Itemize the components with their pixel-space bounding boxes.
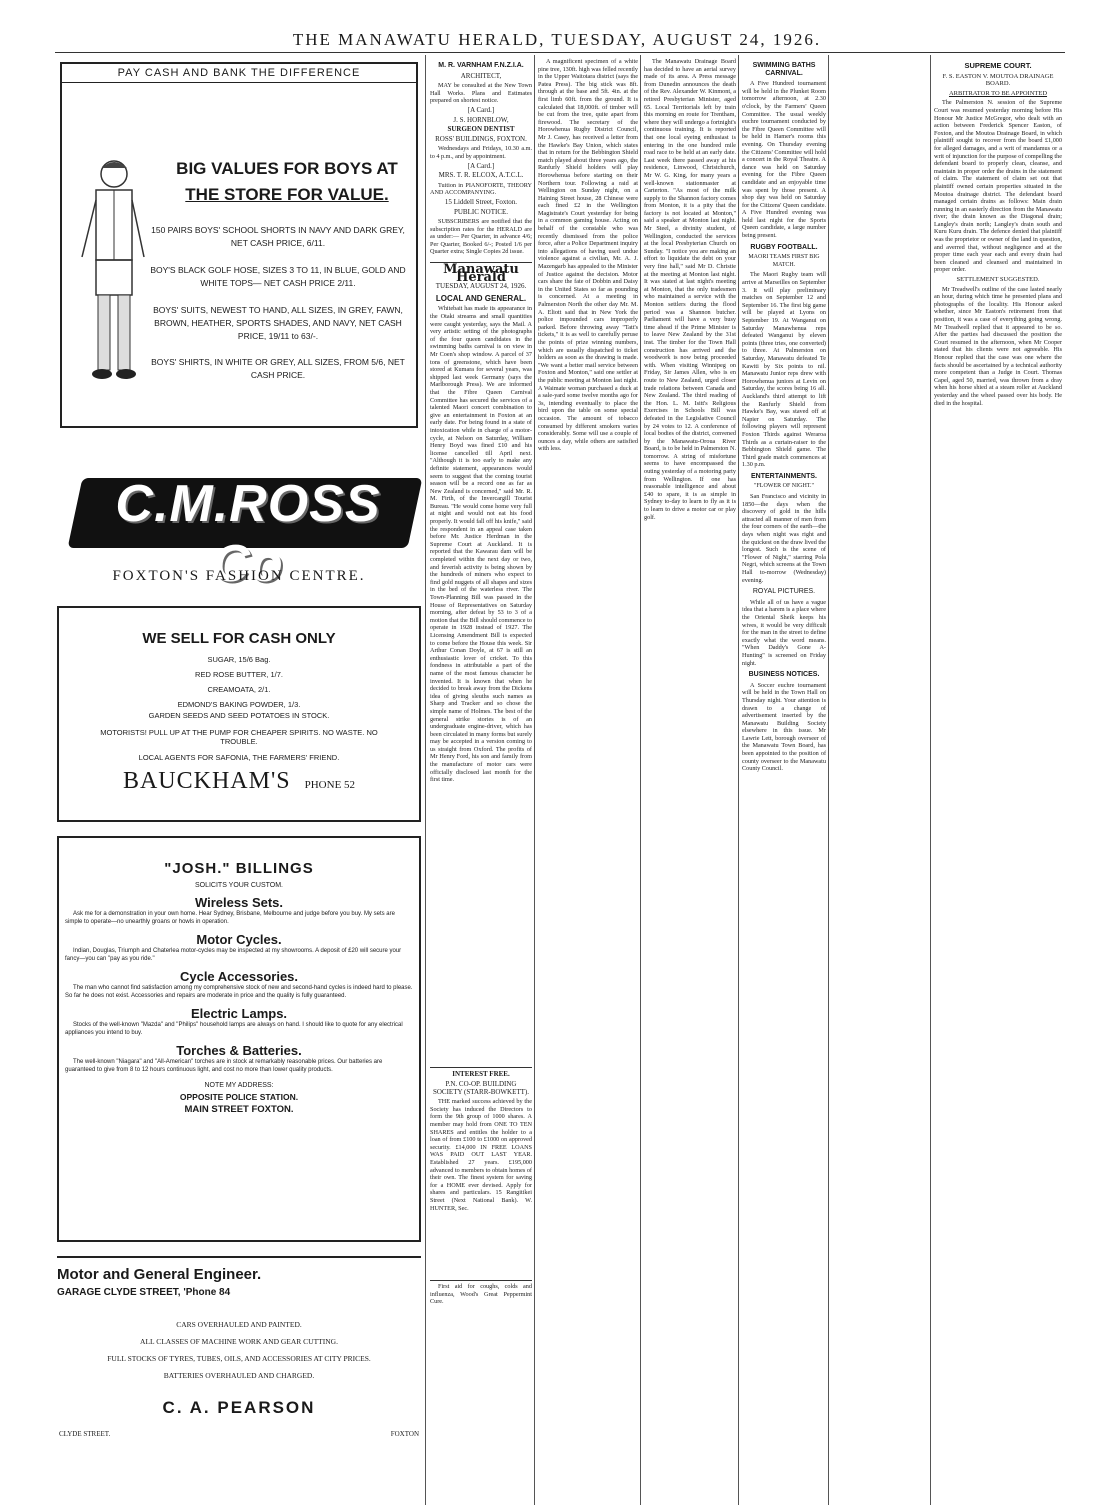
grocery-item: SUGAR, 15/6 Bag. — [207, 655, 271, 664]
section-text: A Soccer euchre tournament will be held in the Town Hall on Thursday night. Your attention is drawn to a change of advertisement inserted by the Manawatu Building Society elsewhere in this issue. Mr Lawrie Lett, borough overseer of the Manawatu Town Board, has been appointed to the position of county overseer to the Manawatu County Council. — [742, 681, 826, 773]
pearson-town: FOXTON — [390, 1430, 419, 1438]
column-divider — [828, 55, 829, 1505]
motorists-notice: MOTORISTS! PULL UP AT THE PUMP FOR CHEAPER SPIRITS. NO WASTE. NO TROUBLE. — [100, 728, 378, 746]
section-text: Indian, Douglas, Triumph and Chaterlea motor-cycles may be inspected at my showrooms. A deposit of £20 will secure your fancy—you can "pay as you ride." — [65, 948, 402, 962]
section-heading: SWIMMING BATHS CARNIVAL. — [752, 62, 816, 77]
paper-title: Manawatu Herald — [430, 262, 532, 281]
ross-ad — [55, 458, 423, 596]
billings-solicits: SOLICITS YOUR CUSTOM. — [194, 882, 284, 889]
ad-item: 150 PAIRS BOYS' SCHOOL SHORTS IN NAVY AND DARK GREY, NET CASH PRICE, 6/11. — [151, 225, 405, 248]
section-heading: Torches & Batteries. — [176, 1043, 302, 1058]
hornblow-name: J. S. HORNBLOW, — [453, 115, 509, 124]
address-line: MAIN STREET FOXTON. — [184, 1104, 294, 1115]
ad-item: BOYS' SHIRTS, IN WHITE OR GREY, ALL SIZES, FROM 5/6, NET CASH PRICE. — [151, 357, 405, 380]
section-text: While all of us have a vague idea that a harem is a place where the Oriental Sheik keeps his wives, it would be very difficult for the man in the street to define exactly what the word means. "When Daddy's Gone A-Hunting" is screened on Friday night. — [742, 598, 826, 667]
section-text: The Palmerston N. session of the Supreme Court was resumed yesterday morning before His Honour Mr Justice McGregor, who dealt with an action between Frederick Spencer Easton, of Foxton, and the Moutoa Drainage Board, in which plaintiff sought to recover from the board £1,000 for alleged damages, and a writ of mandamus or a writ of injunction for the purpose of compelling the defendant board to properly clean, cleanse, and maintain in proper order the drains in the statement of claim. The statement of claim set out that plaintiff owned certain properties situated in the Moutoa drainage district. The defendant board managed certain drains as follows: Main drain running in an easterly direction from the Manawatu river; the drain known as the Diagonal drain; Langley's drain north; Langley's drain south and Kuru Kuru drain. The defence denied that plaintiff was the proprietor or owner of the land in question, and averred that, without negligence and at the proper time each year each and every drain had been cleaned and cleansed and maintained in proper order. — [934, 99, 1062, 274]
section-text: The Maori Rugby team will arrive at Marseilles on September 3. It will play preliminary matches on September 12 and September 16. The first big game will be played at Lyons on September 19. At Wanganui on Saturday Manawhenua reps defeated Wanganui by eleven points (three tries, one converted) to three. At Palmerston on Saturday, Manawatu defeated Te Kawiti by Six points to nil. Manawatu Junior reps drew with Horowhenua juniors at Levin on Saturday, the scores being 16 all. Auckland's third attempt to lift the Ranfurly Shield from Hawke's Bay, was staved off at Napier on Saturday. The following players will represent Foxton Thirds against Weraroa Thirds as a curtain-raiser to the Bebbington Shield game. The Third grade match commences at 1.30 p.m. — [742, 271, 826, 469]
section-subheading: MAORI TEAMS FIRST BIG MATCH. — [748, 254, 820, 268]
column-5 — [644, 58, 736, 1503]
grocery-item: EDMOND'S BAKING POWDER, 1/3. — [177, 700, 301, 709]
section-text: Mr Treadwell's outline of the case lasted nearly an hour, during which time he presented plans and photographs of the locality. His Honour asked whether, since Mr Easton's retirement from that position, it was a case of everything going wrong. Mr Treadwell replied that it appeared to be so. After the parties had discussed the position the Court resumed in the afternoon, when Mr Cooper stated that his clients were not agreeable. His Honour replied that the case was one where the facts should be ascertained by a technical authority more competent than a Judge in Court. Thomas Capel, aged 50, married, was thrown from a dray when his horse shied at a steam roller at Auckland yesterday and the wheel passed over his body. He died in the hospital. — [934, 285, 1062, 407]
section-heading: Cycle Accessories. — [179, 969, 299, 984]
pearson-name: C. A. PEARSON — [162, 1398, 316, 1417]
news-text: A magnificent specimen of a white pine tree, 130ft. high was felled recently in the Upper Waitotara district (says the Patea Press). The big stick was 8ft. through at the base and 5ft. 4in. at the first limb 60ft. from the ground. It is calculated that 18,000ft. of timber will be cut from the tree, quite apart from firewood. The secretary of the Horowhenua Rugby District Council, Mr J. Casey, has received a letter from the Hawke's Bay Union, which states that in return for the Bebbington Shield match played about three years ago, the Ranfurly Shield holders will play Horowhenua before starting on their Northern tour. Following a raid at Wellington on Sunday night, on a Haining Street house, 28 Chinese were each fined £2 in the Wellington Magistrate's Court yesterday for being in a common gaming house. Acting on behalf of the constable who was recently dismissed from the police force, after a Police Department inquiry into allegations of having used undue violence against a civilian, Mr. A. J. Mazengarb has appealed to the Minister of Justice against the decision. Motor cars share the fate of Dobbin and Daisy in the United States so far as pounding is concerned. At a meeting in Palmerston North the other day Mr. M. A. Eliott said that in New York the police impounded cars improperly parked. Before throwing away "Tatt's tickets," it is as well to carefully peruse the points of prize winning numbers, which are usually dispatched to ticket holders as soon as the drawing is made. "We want a better mail service between Foxton and Monton," said one settler at the public meeting at Monton last night. A Waimate woman purchased a duck at a sale-yard some twelve months ago for 3s, intending eventually to place the bird upon the table on some special occasion. The amount of tobacco consumed by different smokers varies considerably. Some will use a couple of ounces a day, while others are satisfied with less. — [538, 58, 638, 453]
hornblow-text: Wednesdays and Fridays, 10.30 a.m. to 4 p.m., and by appointment. — [430, 145, 532, 160]
bauckham-ad — [57, 606, 421, 822]
grocery-item: GARDEN SEEDS AND SEED POTATOES IN STOCK. — [148, 711, 330, 720]
ad-item: BOYS' SUITS, NEWEST TO HAND, ALL SIZES, IN GREY, FAWN, BROWN, HEATHER, SPORTS SHADES, AND NAVY, NET CASH PRICE, 19/11 to 63/-. — [153, 305, 403, 341]
column-6 — [742, 58, 826, 1503]
pearson-line: CARS OVERHAULED AND PAINTED. — [176, 1320, 302, 1329]
section-subheading: F. S. EASTON V. MOUTOA DRAINAGE BOARD. — [942, 72, 1054, 88]
section-text: Stocks of the well-known "Mazda" and "Philips" household lamps are always on hand. I should like to quote for any electrical appliances you intend to buy. — [65, 1022, 403, 1036]
section-text: A Five Hundred tournament will be held in the Plunket Room tomorrow afternoon, at 2.30 o'clock, by the Farmers' Queen Committee. The usual weekly euchre tournament conducted by the Fibre Queen Committee will be held in Hamer's rooms this evening. On Thursday evening the Citizens' Committee will hold a concert in the Royal Theatre. A dance was held on Saturday evening for the Fibre Queen candidate and an enjoyable time was spent by those present. A shop day was held on Saturday for the Citizens' Queen candidate. A Five Hundred evening was held last night for the Sports Queen candidate, a large number being present. — [742, 80, 826, 240]
masthead: THE MANAWATU HERALD, TUESDAY, AUGUST 24, 1926. — [292, 30, 822, 49]
society-name: P.N. CO-OP. BUILDING SOCIETY (STARR-BOWKETT). — [432, 1080, 529, 1096]
notice-text: SUBSCRIBERS are notified that the subscription rates for the HERALD are as under:— Per Quarter, in advance 4/6; Per Quarter, Booked 6/-; Posted 1/6 per Quarter extra; Single Copies 2d issue. — [430, 218, 532, 256]
hornblow-address: ROSS' BUILDINGS, FOXTON. — [435, 134, 527, 143]
address-line: OPPOSITE POLICE STATION. — [179, 1092, 299, 1102]
varnham-text: MAY be consulted at the New Town Hall Works. Plans and Estimates prepared on shortest notice. — [430, 82, 532, 105]
ross-tagline: FOXTON'S FASHION CENTRE. — [112, 568, 366, 584]
local-news-text: Whitebait has made its appearance in the Otaki streams and small quantities were caught yesterday, says the Mail. A very artistic setting of the photographs of the four queen candidates in the swimming baths carnival is on view in Mr Coen's shop window. A parcel of 37 tons of greenstone, which have been stored at Kumara for several years, was shipped last week Germany (says the Marlborough Press). We are informed that the Fibre Queen Carnival Committee has secured the services of a talented Maori concert combination to give an entertainment in Foxton at an early date. For being found in a state of intoxication while in charge of a motor-cycle, at Nelson on Saturday, William Henry Boyd was fined £10 and his license cancelled till April next. "Although it is too early to make any definite statement, appearances would seem to suggest that the coming tourist season will be a record one as far as New Zealand is concerned," said Mr. R. M. Firth, of the Invercargill Tourist Bureau. "He would come home very full at night and would not eat his food properly. It would fall off his knife," said the respondent in an appeal case taken before Mr. Justice Herdman in the Supreme Court at Auckland. It is reported that the Kawarau dam will be completed within the next day or two, and feverish activity is being shown by the hundreds of miners who expect to find gold nuggets of all shapes and sizes in the bed of the waterless river. The Town-Planning Bill was passed in the House of Representatives on Saturday morning, after defeat by 53 to 3 of a motion that the Bill should commence to operate in 1928 instead of 1927. The Licensing Amendment Bill is expected to come before the House this week. Sir Arthur Conan Doyle, at 67 is still an enthusiastic lover of cricket. To this fondness in attributable a part of the name of the most famous character he invented. It is known that when he decided to break away from the Dickens idea of giving sleuths such names as Sharp and Tracker and so chose the simple name of Holmes. The best of the general strike stories is of an undergraduate engine-driver, which has been circulated in many forms but surely may be accepted in a version coming to us straight from Oxford. The profits of Mr Henry Ford, his son and family from the manufacture of motor cars were officially disclosed last month for the first time. — [430, 305, 532, 784]
pearson-garage: GARAGE CLYDE STREET, 'Phone 84 — [57, 1287, 231, 1298]
elcox-name: MRS. T. R. ELCOX, A.T.C.L. — [438, 171, 524, 180]
billings-ad — [57, 836, 421, 1242]
varnham-role: ARCHITECT, — [460, 71, 502, 80]
section-text: San Francisco and vicinity in 1850—the days when the discovery of gold in the hills attracted all manner of men from the four corners of the earth—the days when night was right and the quickest on the draw lived the longest. Such is the scene of "Flower of Night," starring Pola Negri, which screens at the Town Hall to-morrow (Wednesday) evening. — [742, 493, 826, 584]
ross-logo: C.M.ROSS Co — [115, 475, 381, 593]
card-label: [A Card.] — [467, 105, 495, 114]
bauckham-name: BAUCKHAM'S — [122, 768, 291, 794]
pearson-line: BATTERIES OVERHAULED AND CHARGED. — [163, 1371, 315, 1380]
column-3 — [430, 58, 532, 1503]
section-heading: ROYAL PICTURES. — [752, 588, 816, 596]
billings-name: "JOSH." BILLINGS — [164, 860, 314, 877]
column-7 — [934, 58, 1062, 1503]
society-heading: INTEREST FREE. — [430, 1067, 532, 1079]
boy-illustration-icon — [72, 152, 152, 397]
paper-date: TUESDAY, AUGUST 24, 1926. — [435, 282, 527, 291]
section-heading: RUGBY FOOTBALL. — [750, 243, 818, 251]
section-text: The well-known "Niagara" and "All-American" torches are in stock at remarkably reasonable prices. Our batteries are guaranteed to give from 8 to 12 hours continuous light, and cost no more than lower quality products. — [65, 1059, 383, 1073]
ad-headline: WE SELL FOR CASH ONLY — [142, 630, 336, 647]
ad-item: BOY'S BLACK GOLF HOSE, SIZES 3 TO 11, IN BLUE, GOLD AND WHITE TOPS— NET CASH PRICE 2/11. — [150, 265, 406, 288]
local-heading: LOCAL AND GENERAL. — [435, 293, 527, 303]
ad-headline: BIG VALUES FOR BOYS AT — [176, 159, 398, 178]
card-label: [A Card.] — [467, 161, 495, 170]
bauckham-phone: PHONE 52 — [304, 779, 356, 791]
section-subheading: "FLOWER OF NIGHT." — [754, 483, 814, 490]
column-4 — [538, 58, 638, 1503]
section-heading: Motor Cycles. — [196, 932, 282, 947]
address-note: NOTE MY ADDRESS: — [204, 1082, 274, 1089]
section-heading: SUPREME COURT. — [964, 61, 1032, 70]
masthead-rule — [55, 52, 1065, 53]
varnham-name: M. R. VARNHAM F.N.Z.I.A. — [438, 62, 524, 69]
agents-notice: LOCAL AGENTS FOR SAFONIA, THE FARMERS' FRIEND. — [138, 753, 340, 762]
notice-heading: PUBLIC NOTICE. — [453, 207, 509, 216]
section-text: The man who cannot find satisfaction among my comprehensive stock of new and second-hand cycles is indeed hard to please. So far he does not exist. Accessories and repairs are moderate in price and the quality is fully guaranteed. — [65, 985, 413, 999]
column-divider — [930, 55, 931, 1505]
column-divider — [640, 55, 641, 1505]
pearson-title: Motor and General Engineer. — [57, 1266, 262, 1283]
pearson-line: FULL STOCKS OF TYRES, TUBES, OILS, AND ACCESSORIES AT CITY PRICES. — [107, 1354, 371, 1363]
section-text: Ask me for a demonstration in your own home. Hear Sydney, Brisbane, Melbourne and judge before you buy. My sets are simple to operate—no unearthly groans or howls in operation. — [65, 911, 395, 925]
grocery-item: CREAMOATA, 2/1. — [207, 685, 271, 694]
ad-headline: THE STORE FOR VALUE. — [185, 185, 389, 204]
ad-banner: PAY CASH AND BANK THE DIFFERENCE — [62, 67, 416, 83]
column-divider — [425, 55, 426, 1505]
pearson-line: ALL CLASSES OF MACHINE WORK AND GEAR CUTTING. — [140, 1337, 338, 1346]
section-heading: ENTERTAINMENTS. — [751, 472, 817, 480]
column-divider — [738, 55, 739, 1505]
boys-clothing-ad — [60, 62, 418, 428]
elcox-address: 15 Liddell Street, Foxton. — [444, 197, 518, 206]
elcox-text: Tuition in PIANOFORTE, THEORY AND ACCOMPANYING. — [430, 181, 532, 197]
section-subheading: ARBITRATOR TO BE APPOINTED — [948, 89, 1048, 97]
section-subheading: SETTLEMENT SUGGESTED. — [956, 276, 1040, 284]
peppermint-cure-ad: First aid for coughs, colds and influenza, Wood's Great Peppermint Cure. — [430, 1280, 532, 1306]
grocery-item: RED ROSE BUTTER, 1/7. — [195, 670, 283, 679]
hornblow-role: SURGEON DENTIST — [447, 125, 515, 134]
news-text: The Manawatu Drainage Board has decided to have an aerial survey made of its area. A Press message from Dunedin announces the death of the Rev. Alexander W. Kinmont, a retired Presbyterian Minister, aged 65. Local Territorials left by train this morning en route for Trentham, where they will undergo a fortnight's continuous training. It is reported that one local eyeing enthusiast is entering in the one hundred mile road race to be held at an early date. Last week there passed away at his residence, Linwood, Christchurch, Mr W. G. King, for many years a well-known stationmaster at Carterton. "As most of the milk supply to the Shannon factory comes from Monton, it is a pity that the factory is not located at Monton," said a speaker at Monton last night. Mr Steel, a divinity student, of Wellington, conducted the services at the local Presbyterian Church on Sunday. "I notice you are making an effort to liquidate the debt on your very fine hall," said Mr D. Christie at the meeting at Monton last night. It was stated at last night's meeting at Monton, that the only tradesmen who maintained a service with the Monton settlers during the flood period was a Shannon butcher. Parliament will have a very busy time ahead if the Prime Minister is to leave New Zealand by the 31st inst. The timber for the Town Hall construction has arrived and the woodwork is now being proceeded with. When visiting Winnipeg on Friday, Sir James Allen, who is en route to New Zealand, urged closer trade relations between Canada and New Zealand. The third reading of the Hon. L. M. Isitt's Religious Exercises in Schools Bill was defeated in the Legislative Council by 24 votes to 12. A conference of local bodies of the district, convened by the Manawatu-Oroua River Board, is to be held in Palmerston N. tomorrow. A string of misfortune seems to have encompassed the outing yesterday of a motoring party from Wellington. If one has reasonable intelligence and about £40 to spare, it is as simple in Sydney to-day to learn to fly as it is to learn to drive a motor car or play golf. — [644, 58, 736, 521]
pearson-street: CLYDE STREET. — [59, 1430, 111, 1438]
section-heading: Electric Lamps. — [190, 1006, 288, 1021]
society-text: THE marked success achieved by the Society has induced the Directors to form the 9th group of 1000 shares. A member may hold from ONE TO TEN SHARES and entitles the holder to a loan of from £100 to £1000 on approved security. £14,000 IN FREE LOANS WAS PAID OUT LAST YEAR. Established 27 years. £195,000 advanced to members to obtain homes of their own. The finest system for saving for a HOME ever devised. Apply for shares and particulars. 15 Rangitikei Street (Next National Bank). W. HUNTER, Sec. — [430, 1098, 532, 1212]
section-heading: Wireless Sets. — [194, 895, 284, 910]
column-divider — [534, 55, 535, 1505]
section-heading: BUSINESS NOTICES. — [748, 671, 820, 679]
pearson-ad — [57, 1256, 421, 1501]
